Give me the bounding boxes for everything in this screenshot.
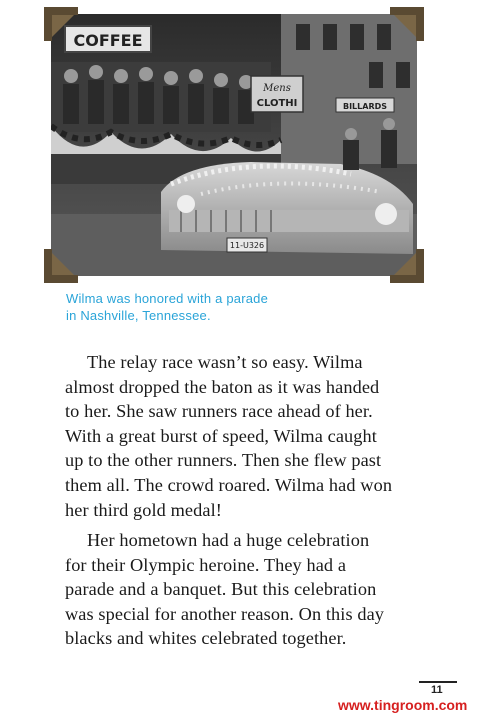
svg-text:11-U326: 11-U326 [229, 241, 265, 250]
body-paragraph [65, 350, 425, 522]
text-line: them all. The crowd roared. Wilma had won [65, 474, 393, 495]
text-line: The relay race wasn’t so easy. Wilma [87, 352, 363, 372]
svg-text:Mens: Mens [263, 83, 291, 94]
text-line: for their Olympic heroine. They had a [65, 554, 347, 575]
page-number: 11 [431, 684, 443, 696]
watermark-link[interactable]: www.tingroom.com [338, 697, 468, 713]
parade-car [161, 162, 413, 254]
billiards-sign [336, 98, 394, 112]
svg-text:CLOTHI: CLOTHI [256, 98, 298, 109]
text-line: was special for another reason. On this day [65, 603, 385, 624]
clothing-sign [251, 76, 303, 112]
parade-photo [51, 14, 417, 276]
photo-caption [66, 290, 366, 324]
photo-corner-icon [44, 249, 78, 283]
photo-corner-icon [390, 249, 424, 283]
text-line: almost dropped the baton as it was handed [65, 376, 380, 397]
folio-rule [419, 681, 457, 683]
caption-line: in Nashville, Tennessee. [66, 308, 211, 323]
svg-text:BILLARDS: BILLARDS [342, 102, 388, 111]
text-line: her third gold medal! [65, 499, 222, 520]
photo-corner-icon [390, 7, 424, 41]
text-line: With a great burst of speed, Wilma caught [65, 425, 377, 446]
svg-text:COFFEE: COFFEE [73, 31, 143, 50]
text-line: Her hometown had a huge celebration [87, 530, 370, 550]
text-line: up to the other runners. Then she flew past [65, 450, 382, 471]
text-line: blacks and whites celebrated together. [65, 628, 347, 649]
caption-line: Wilma was honored with a parade [66, 291, 269, 306]
body-paragraph [65, 528, 425, 651]
photo-corner-icon [44, 7, 78, 41]
text-line: parade and a banquet. But this celebration [65, 579, 377, 600]
text-line: to her. She saw runners race ahead of her. [65, 401, 373, 422]
